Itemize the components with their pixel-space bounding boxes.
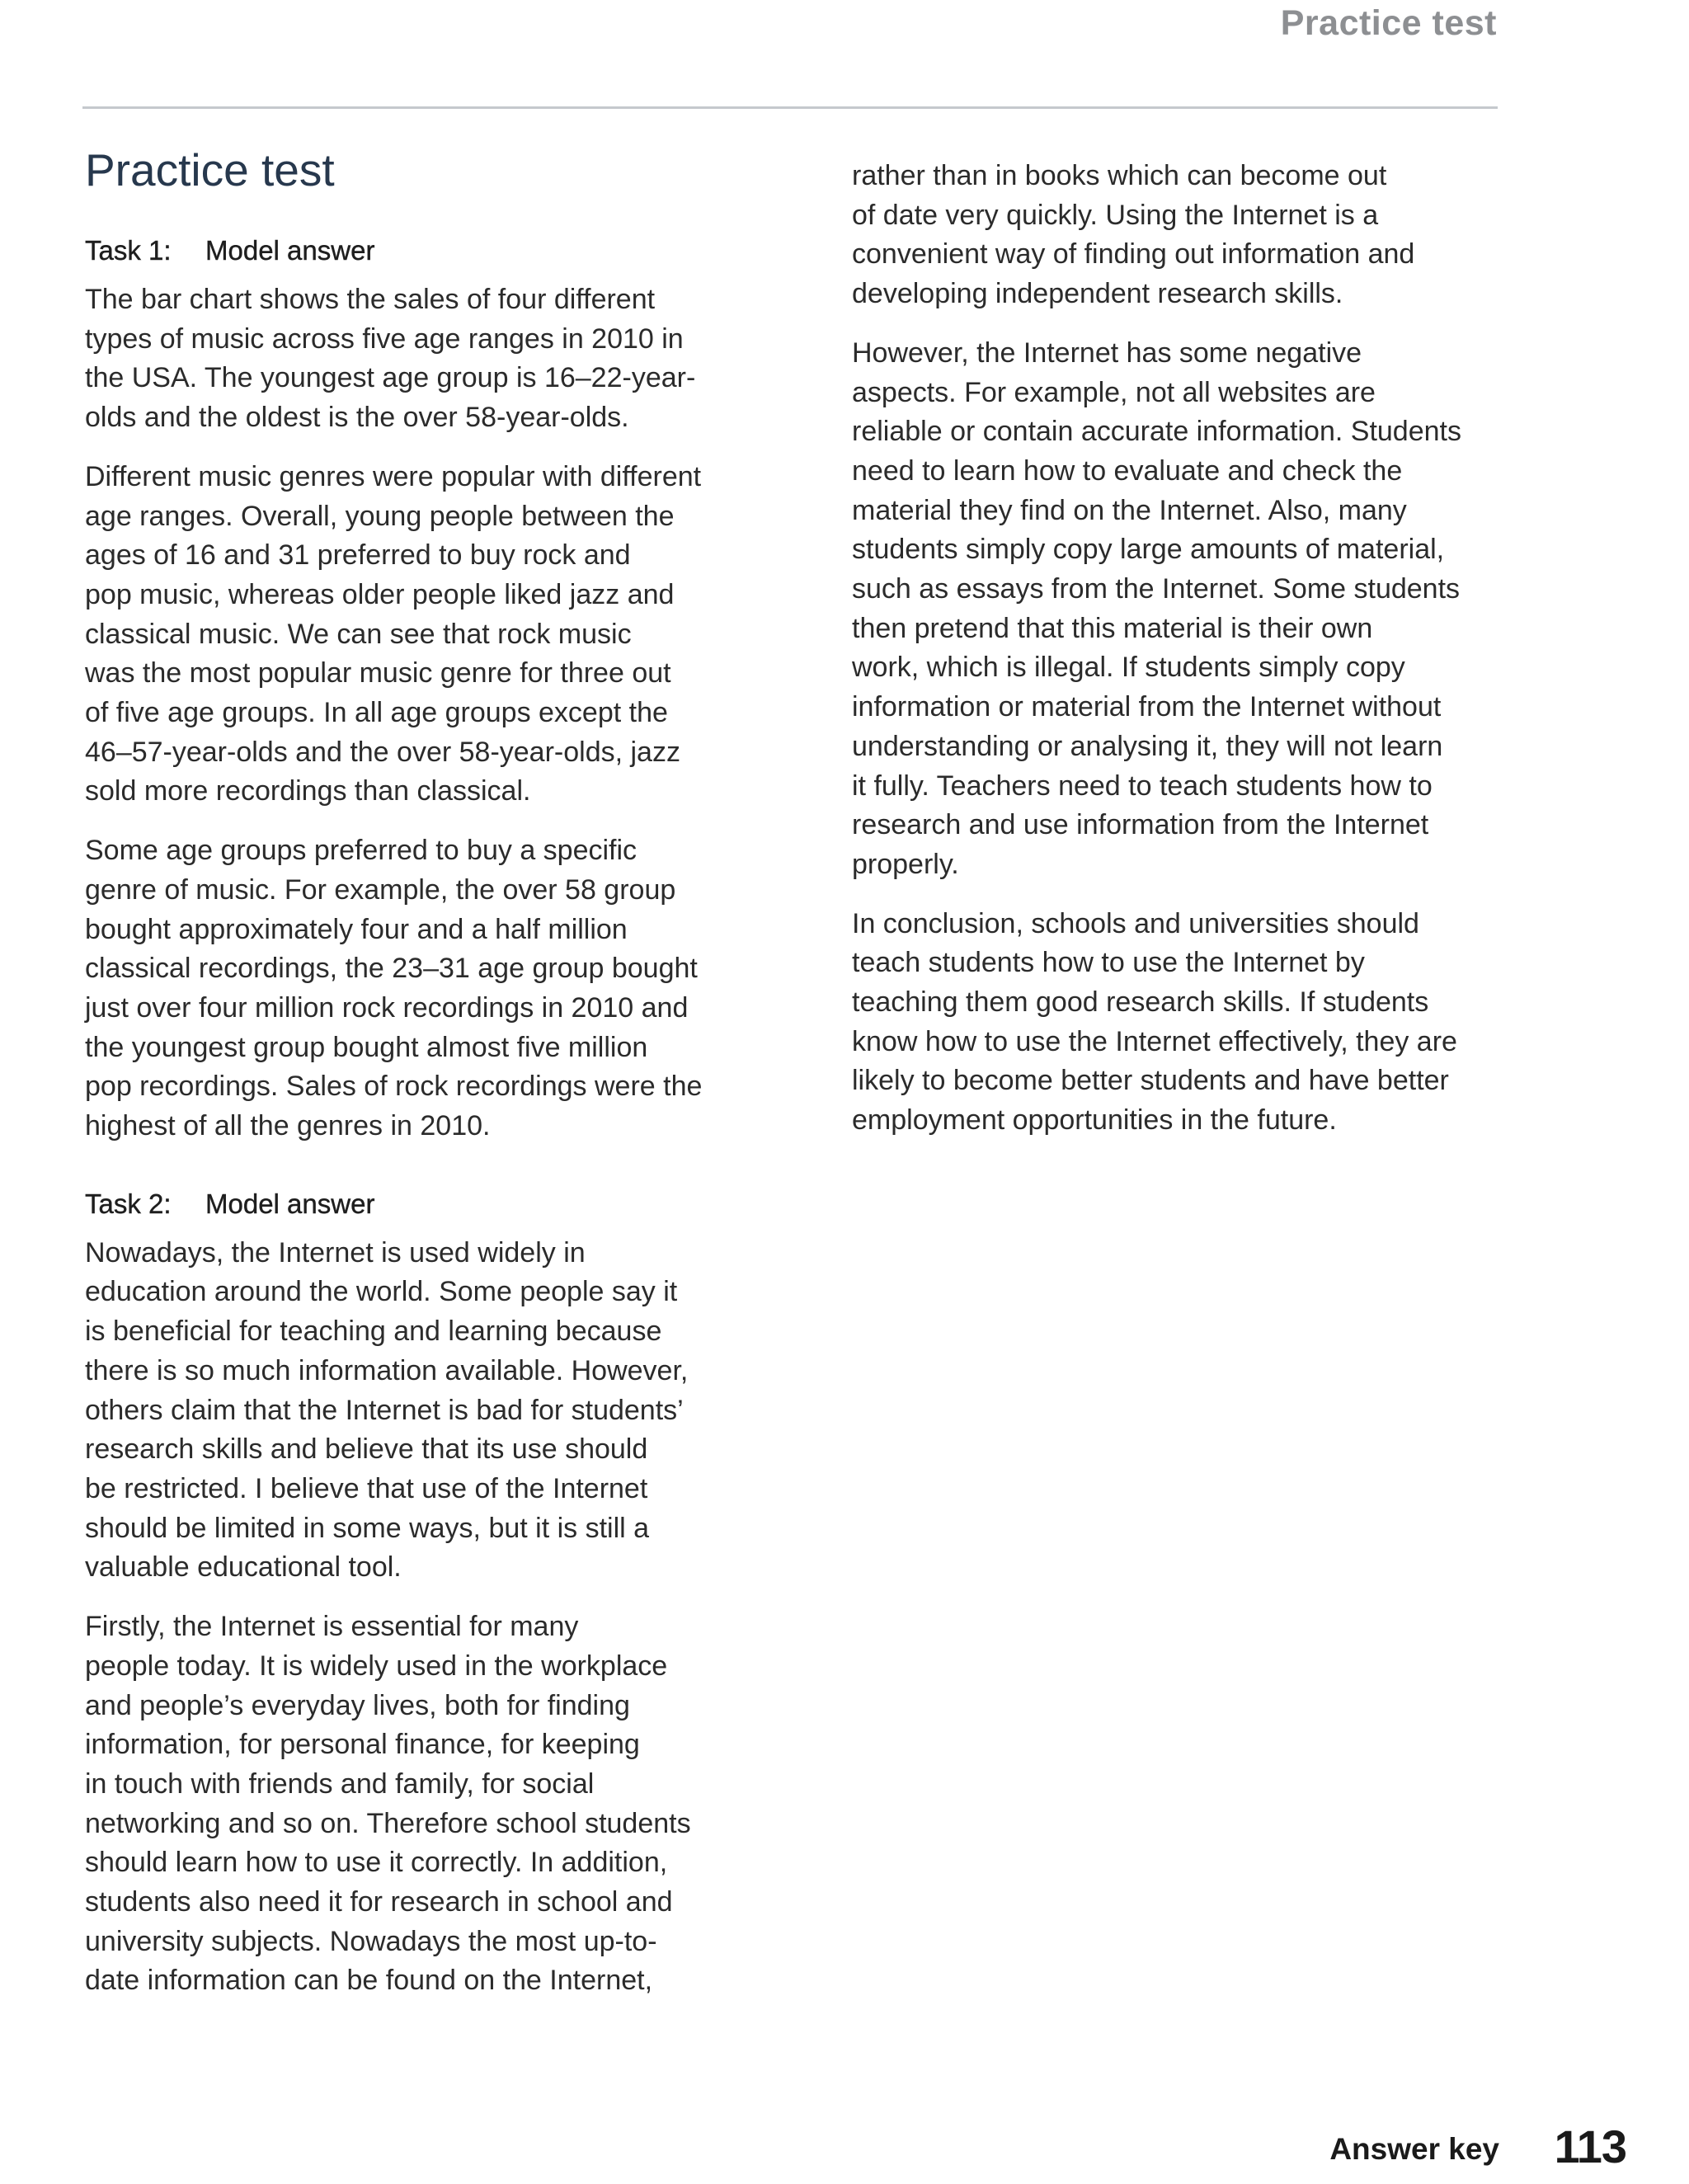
- text-line: developing independent research skills.: [852, 278, 1343, 310]
- text-line: networking and so on. Therefore school students: [85, 1807, 691, 1839]
- text-line: just over four million rock recordings in 2010 and: [85, 991, 689, 1024]
- text-line: age ranges. Overall, young people between the: [85, 500, 675, 532]
- text-line: The bar chart shows the sales of four different: [85, 284, 656, 315]
- text-line: date information can be found on the Internet,: [85, 1965, 653, 1997]
- text-line: was the most popular music genre for three out: [85, 657, 671, 690]
- task1-heading: [85, 231, 745, 271]
- text-line: in touch with friends and family, for social: [85, 1767, 595, 1800]
- text-line: teaching them good research skills. If students: [852, 986, 1429, 1019]
- text-line: employment opportunities in the future.: [852, 1104, 1337, 1137]
- text-line: it fully. Teachers need to teach students how to: [852, 770, 1433, 802]
- text-line: information or material from the Internet without: [852, 691, 1442, 723]
- footer-section-label: Answer key: [1329, 2132, 1499, 2166]
- header-divider: [82, 106, 1498, 109]
- text-line: pop music, whereas older people liked jazz and: [85, 578, 675, 610]
- text-line: types of music across five age ranges in 2010 in: [85, 322, 684, 355]
- text-line: information, for personal finance, for keeping: [85, 1729, 640, 1761]
- task2-paragraph-2: [85, 1607, 745, 2001]
- text-line: bought approximately four and a half million: [85, 913, 628, 945]
- text-line: work, which is illegal. If students simply copy: [852, 652, 1405, 684]
- text-line: valuable educational tool.: [85, 1551, 402, 1584]
- left-column: [85, 140, 745, 2001]
- text-line: properly.: [852, 848, 959, 880]
- text-line: sold more recordings than classical.: [85, 775, 531, 807]
- page-number: 113: [1554, 2120, 1626, 2172]
- text-line: olds and the oldest is the over 58-year-olds.: [85, 402, 629, 434]
- text-line: know how to use the Internet effectively, they are: [852, 1025, 1457, 1057]
- text-line: However, the Internet has some negative: [852, 337, 1362, 369]
- text-line: education around the world. Some people say it: [85, 1276, 678, 1308]
- running-header-title: Practice test: [1280, 3, 1497, 43]
- task2-paragraph-4: [852, 905, 1512, 1141]
- text-line: Different music genres were popular with different: [85, 460, 702, 492]
- text-line: pop recordings. Sales of rock recordings were the: [85, 1071, 703, 1103]
- task2-paragraph-3: [852, 334, 1512, 885]
- text-line: understanding or analysing it, they will not learn: [852, 730, 1443, 762]
- text-line: genre of music. For example, the over 58 group: [85, 873, 676, 906]
- text-line: ages of 16 and 31 preferred to buy rock and: [85, 539, 631, 572]
- text-line: reliable or contain accurate information. Students: [852, 416, 1461, 448]
- task1-title: Model answer: [205, 235, 375, 266]
- text-line: of date very quickly. Using the Internet is a: [852, 199, 1379, 231]
- text-line: then pretend that this material is their own: [852, 612, 1373, 644]
- text-line: there is so much information available. However,: [85, 1354, 689, 1386]
- text-line: teach students how to use the Internet by: [852, 947, 1365, 979]
- text-line: convenient way of finding out information and: [852, 238, 1415, 271]
- task1-paragraph-2: [85, 458, 745, 812]
- text-line: people today. It is widely used in the workplace: [85, 1650, 668, 1682]
- task2-heading: [85, 1184, 745, 1224]
- text-line: university subjects. Nowadays the most up-to-: [85, 1925, 657, 1957]
- text-line: aspects. For example, not all websites are: [852, 376, 1376, 408]
- text-line: is beneficial for teaching and learning because: [85, 1316, 662, 1348]
- text-line: In conclusion, schools and universities should: [852, 907, 1419, 939]
- text-line: others claim that the Internet is bad for students’: [85, 1394, 684, 1426]
- right-column: [852, 157, 1512, 1141]
- text-line: likely to become better students and have better: [852, 1065, 1449, 1097]
- text-line: the youngest group bought almost five million: [85, 1031, 648, 1063]
- task2-paragraph-2-continued: [852, 157, 1512, 314]
- text-line: of five age groups. In all age groups except the: [85, 697, 668, 729]
- text-line: classical music. We can see that rock music: [85, 618, 632, 650]
- task2-label: Task 2:: [85, 1188, 172, 1219]
- text-line: Firstly, the Internet is essential for many: [85, 1611, 579, 1643]
- text-line: students simply copy large amounts of material,: [852, 534, 1445, 566]
- text-line: should be limited in some ways, but it is still a: [85, 1512, 650, 1544]
- text-line: research and use information from the Internet: [852, 809, 1429, 841]
- task1-paragraph-3: [85, 831, 745, 1146]
- text-line: and people’s everyday lives, both for finding: [85, 1689, 630, 1721]
- text-line: need to learn how to evaluate and check the: [852, 454, 1403, 487]
- text-line: such as essays from the Internet. Some students: [852, 573, 1461, 605]
- task1-paragraph-1: [85, 280, 745, 438]
- text-line: rather than in books which can become out: [852, 160, 1387, 191]
- text-line: students also need it for research in school and: [85, 1886, 673, 1918]
- text-line: material they find on the Internet. Also, many: [852, 494, 1407, 526]
- text-line: 46–57-year-olds and the over 58-year-olds, jazz: [85, 736, 680, 768]
- task1-label: Task 1:: [85, 235, 172, 266]
- text-line: highest of all the genres in 2010.: [85, 1110, 491, 1142]
- text-line: should learn how to use it correctly. In addition,: [85, 1847, 668, 1879]
- task2-paragraph-1: [85, 1234, 745, 1588]
- text-line: research skills and believe that its use should: [85, 1433, 648, 1466]
- text-line: classical recordings, the 23–31 age group bought: [85, 953, 698, 985]
- text-line: be restricted. I believe that use of the Internet: [85, 1472, 648, 1504]
- text-line: Some age groups preferred to buy a specific: [85, 835, 637, 867]
- task2-title: Model answer: [205, 1188, 375, 1219]
- text-line: Nowadays, the Internet is used widely in: [85, 1236, 586, 1269]
- text-line: the USA. The youngest age group is 16–22-year-: [85, 362, 696, 394]
- page-title: Practice test: [85, 144, 335, 195]
